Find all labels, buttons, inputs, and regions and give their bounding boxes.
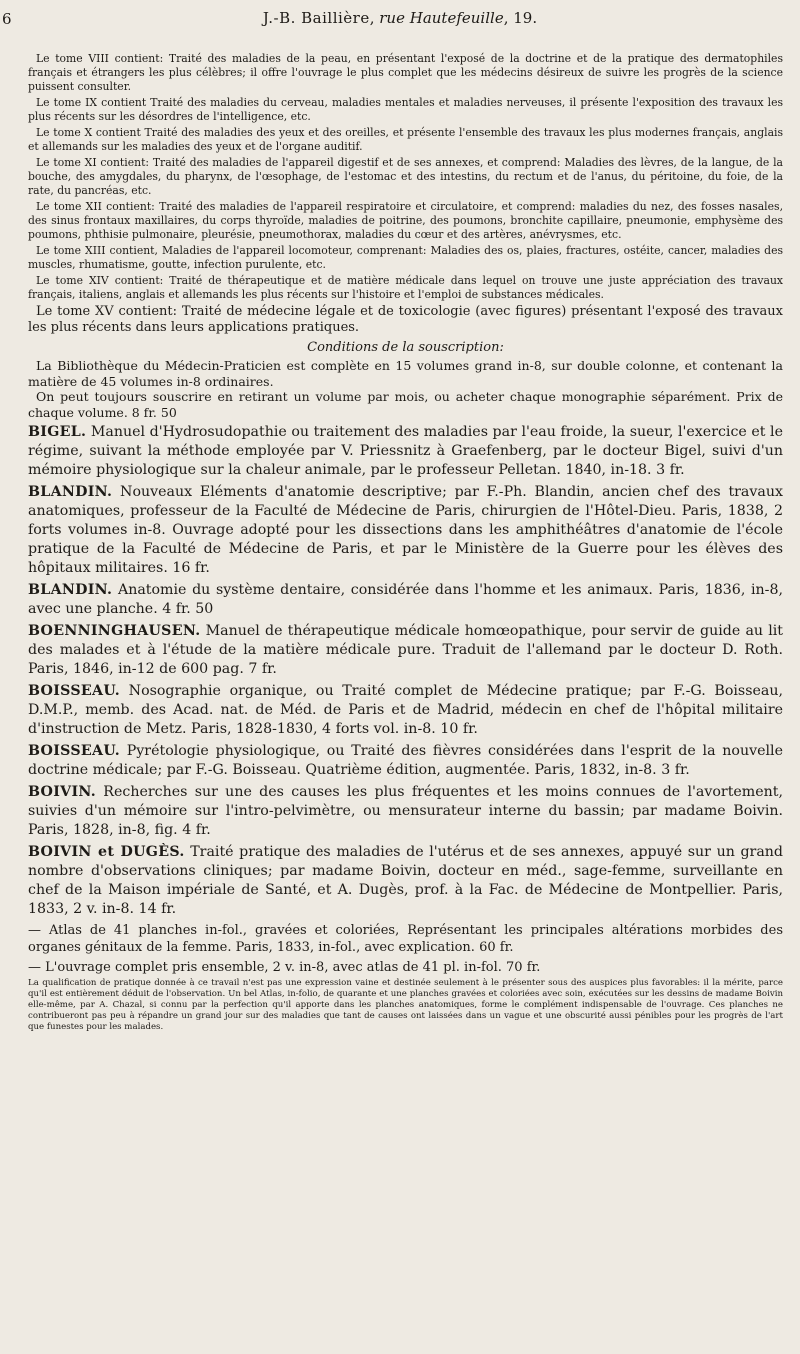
page-content bbox=[28, 52, 783, 1033]
entry-price: 70 fr. bbox=[506, 960, 541, 975]
entry-text: Recherches sur une des causes les plus fréquentes et les moins connues de l'avortement, suivies d'un mémoire sur l'intro-pelvimètre, ou mensurateur interne du bassin; par madame Boivin. Paris, 1828, in-8, fig. bbox=[28, 784, 783, 838]
volume-description: Le tome XII contient: Traité des maladies de l'appareil respiratoire et circulatoire, et comprend: maladies du nez, des fosses nasales, des sinus frontaux maxillaires, du corps thyroïde, maladies de poitrine, des poumons, bronchite capillaire, pneumonie, emphysème des poumons, phthisie pulmonaire, pleurésie, pneumothorax, maladies du cœur et des artères, anévrysmes, etc. bbox=[28, 200, 783, 241]
entry-text: — L'ouvrage complet pris ensemble, 2 v. in-8, avec atlas de 41 pl. in-fol. bbox=[28, 960, 502, 975]
subscription-text: La Bibliothèque du Médecin-Praticien est complète en 15 volumes grand in-8, sur double colonne, et contenant la matière de 45 volumes in-8 ordinaires. bbox=[28, 358, 783, 389]
running-title: J.-B. Baillière, rue Hautefeuille, 19. bbox=[262, 9, 538, 27]
entry-price: 4 fr. 50 bbox=[162, 601, 214, 617]
volume-description: Le tome X contient Traité des maladies des yeux et des oreilles, et présente l'ensemble des travaux les plus modernes français, anglais et allemands sur les maladies des yeux et de l'organe auditif. bbox=[28, 126, 783, 153]
entry-price: 10 fr. bbox=[440, 721, 478, 737]
author-name: BOISSEAU. bbox=[28, 683, 120, 699]
volume-description: Le tome XI contient: Traité des maladies de l'appareil digestif et de ses annexes, et comprend: Maladies des lèvres, de la langue, de la bouche, des amygdales, du pharynx, de l'œsophage, de l'estomac et des intestins, du rectum et de l'anus, du péritoine, du foie, de la rate, du pancréas, etc. bbox=[28, 156, 783, 197]
volume-description: Le tome IX contient Traité des maladies du cerveau, maladies mentales et maladies nerveuses, il présente l'exposition des travaux les plus récents sur les désordres de l'intelligence, etc. bbox=[28, 96, 783, 123]
entry-text: Anatomie du système dentaire, considérée dans l'homme et les animaux. Paris, 1836, in-8, avec une planche. bbox=[28, 582, 783, 617]
volume-description: Le tome XV contient: Traité de médecine légale et de toxicologie (avec figures) présentant l'exposé des travaux les plus récents dans leurs applications pratiques. bbox=[28, 304, 783, 335]
volume-description: Le tome XIV contient: Traité de thérapeutique et de matière médicale dans lequel on trouve une juste appréciation des travaux français, italiens, anglais et allemands les plus récents sur l'histoire et l'emploi de substances médicales. bbox=[28, 274, 783, 301]
author-name: BIGEL. bbox=[28, 424, 87, 440]
entry-text: Nosographie organique, ou Traité complet de Médecine pratique; par F.-G. Boisseau, D.M.P., memb. des Acad. nat. de Méd. de Paris et de Madrid, médecin en chef de l'hôpital militaire d'instruction de Metz. Paris, 1828-1830, 4 forts vol. in-8. bbox=[28, 683, 783, 737]
entry-price: 3 fr. bbox=[656, 462, 685, 478]
entry-price: 3 fr. bbox=[661, 762, 690, 778]
publisher-name: J.-B. Baillière bbox=[262, 9, 370, 27]
entry-price: 14 fr. bbox=[138, 901, 177, 917]
entry-text: Nouveaux Eléments d'anatomie descriptive; par F.-Ph. Blandin, ancien chef des travaux anatomiques, professeur de la Faculté de Médecine de Paris, chirurgien de l'Hôtel-Dieu. Paris, 1838, 2 forts volumes in-8. Ouvrage adopté pour les dissections dans les amphithéâtres d'anatomie de l'école pratique de la Faculté de Médecine de Paris, et par le Ministère de la Guerre pour les élèves des hôpitaux militaires. bbox=[28, 484, 783, 576]
entry-price: 4 fr. bbox=[182, 822, 211, 838]
author-name: BLANDIN. bbox=[28, 582, 113, 598]
entry-text: Traité pratique des maladies de l'utérus et de ses annexes, appuyé sur un grand nombre d'observations cliniques; par madame Boivin, docteur en méd., sage-femme, surveillante en chef de la Maison impériale de Santé, et A. Dugès, prof. à la Fac. de Médecine de Montpellier. Paris, 1833, 2 v. in-8. bbox=[28, 844, 783, 917]
author-name: BOISSEAU. bbox=[28, 743, 120, 759]
catalog-entry bbox=[28, 423, 783, 480]
catalog-entry bbox=[28, 483, 783, 578]
catalog-entry bbox=[28, 843, 783, 919]
entry-price: 7 fr. bbox=[248, 661, 277, 677]
entry-text: — Atlas de 41 planches in-fol., gravées et coloriées, Représentant les principales altérations morbides des organes génitaux de la femme. Paris, 1833, in-fol., avec explication. bbox=[28, 923, 783, 955]
author-name: BLANDIN. bbox=[28, 484, 113, 500]
page-number: 6 bbox=[2, 10, 12, 28]
catalog-entry bbox=[28, 581, 783, 619]
catalog-entry bbox=[28, 682, 783, 739]
fine-print-note: La qualification de pratique donnée à ce travail n'est pas une expression vaine et destinée seulement à le présenter sous des auspices plus favorables: il la mérite, parce qu'il est entièrement déduit de l'observation. Un bel Atlas, in-folio, de quarante et une planches gravées et coloriées avec soin, exécutées sur les dessins de madame Boivin elle-même, par A. Chazal, si connu par la perfection qu'il apporte dans les planches anatomiques, forme le complément indispensable de l'ouvrage. Ces planches ne contribueront pas peu à répandre un grand jour sur des maladies que tant de causes ont laissées dans un vague et une obscurité aussi pénibles pour les progrès de l'art que funestes pour les malades. bbox=[28, 978, 783, 1032]
catalog-entry bbox=[28, 783, 783, 840]
page-header bbox=[0, 0, 800, 40]
entry-price: 60 fr. bbox=[479, 940, 514, 955]
entry-text: Manuel de thérapeutique médicale homœopathique, pour servir de guide au lit des malades et à l'étude de la matière médicale pure. Traduit de l'allemand par le docteur D. Roth. Paris, 1846, in-12 de 600 pag. bbox=[28, 623, 784, 677]
entry-text: Manuel d'Hydrosudopathie ou traitement des maladies par l'eau froide, la sueur, l'exercice et le régime, suivant la méthode employée par V. Priessnitz à Graefenberg, par le docteur Bigel, suivi d'un mémoire physiologique sur la chaleur animale, par le professeur Pelletan. 1840, in-18. bbox=[28, 424, 783, 478]
publisher-street: rue Hautefeuille bbox=[379, 9, 504, 27]
catalog-entry bbox=[28, 922, 783, 956]
author-name: BOIVIN et DUGÈS. bbox=[28, 844, 185, 860]
catalog-entry bbox=[28, 959, 783, 976]
entry-price: 16 fr. bbox=[172, 560, 210, 576]
entry-text: Pyrétologie physiologique, ou Traité des fièvres considérées dans l'esprit de la nouvelle doctrine médicale; par F.-G. Boisseau. Quatrième édition, augmentée. Paris, 1832, in-8. bbox=[28, 743, 783, 778]
author-name: BOIVIN. bbox=[28, 784, 96, 800]
street-number: 19. bbox=[513, 9, 538, 27]
catalog-entry bbox=[28, 622, 783, 679]
author-name: BOENNINGHAUSEN. bbox=[28, 623, 201, 639]
catalog-entry bbox=[28, 742, 783, 780]
volume-description: Le tome VIII contient: Traité des maladies de la peau, en présentant l'exposé de la doctrine et de la pratique des dermatophiles français et étrangers les plus célèbres; il offre l'ouvrage le plus complet que les médecins désireux de suivre les progrès de la science puissent consulter. bbox=[28, 52, 783, 93]
subscription-text: On peut toujours souscrire en retirant un volume par mois, ou acheter chaque monographie séparément. Prix de chaque volume. 8 fr. 50 bbox=[28, 389, 783, 420]
conditions-heading: Conditions de la souscription: bbox=[307, 340, 504, 355]
volume-description: Le tome XIII contient, Maladies de l'appareil locomoteur, comprenant: Maladies des os, plaies, fractures, ostéite, cancer, maladies des muscles, rhumatisme, goutte, infection purulente, etc. bbox=[28, 244, 783, 271]
